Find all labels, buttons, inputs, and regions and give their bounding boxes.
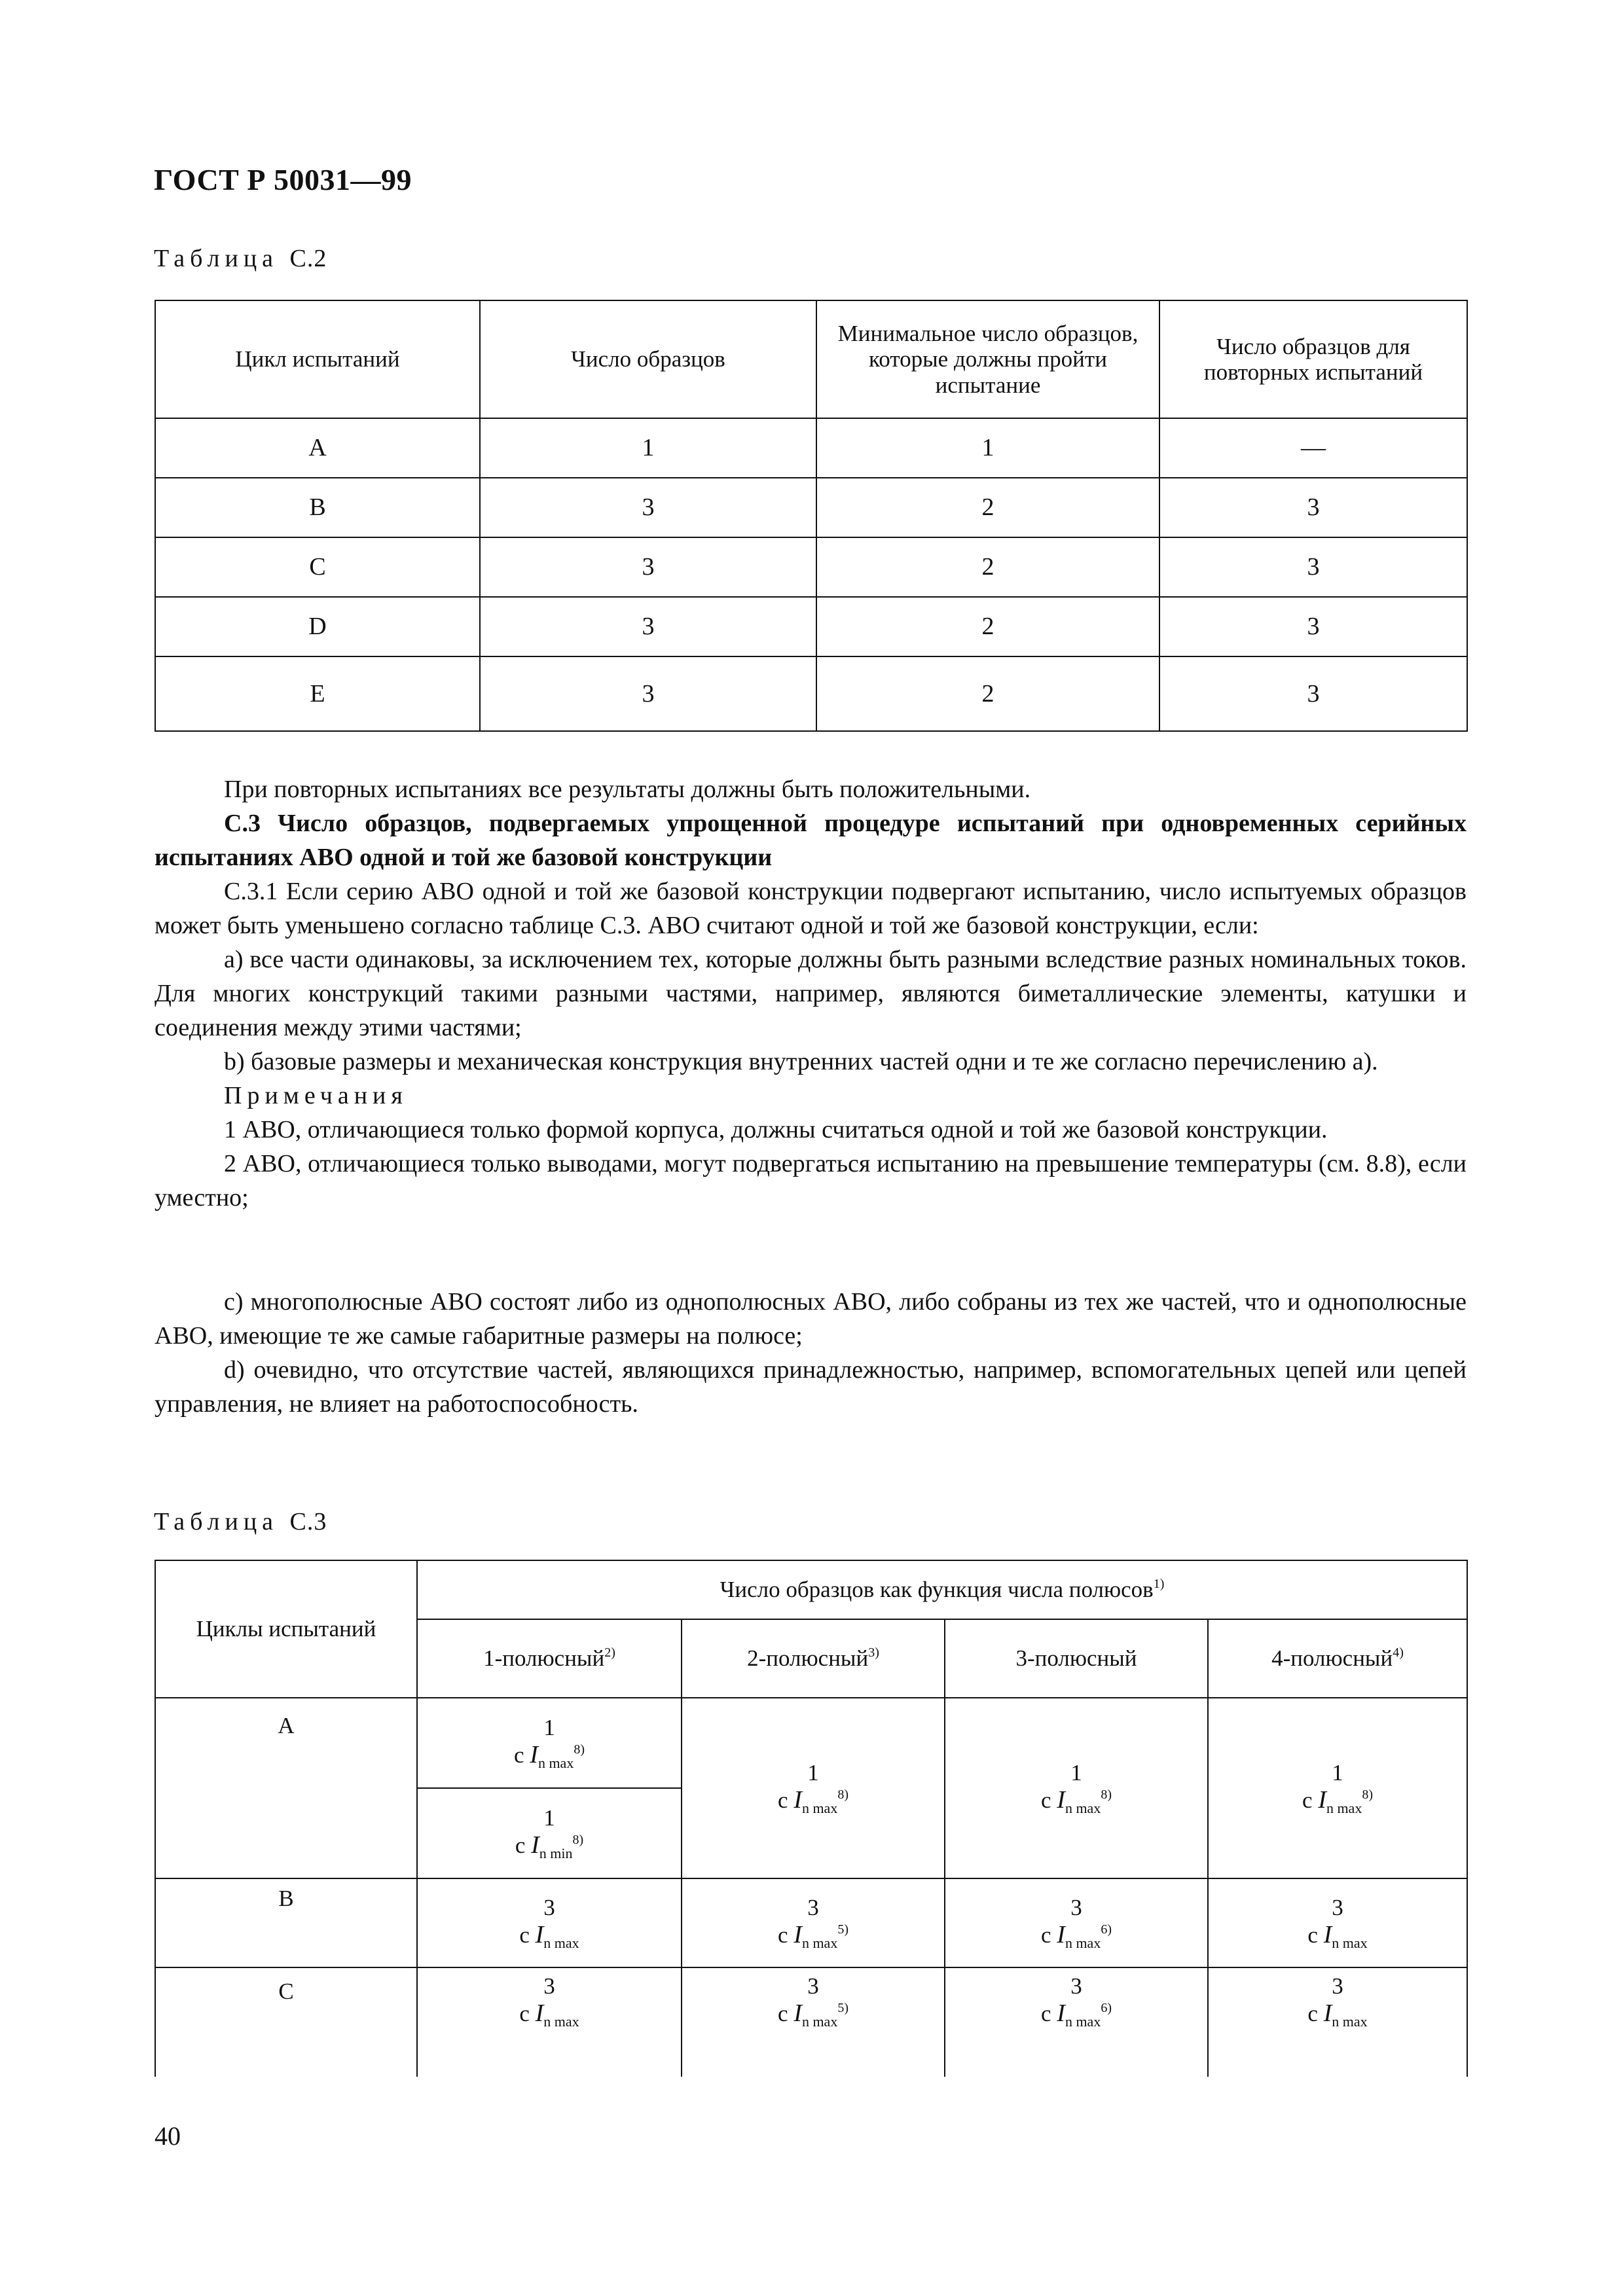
sample-count: 1	[807, 1759, 819, 1785]
current-subscript: n max	[1332, 1934, 1368, 1951]
table-header-row	[155, 300, 1467, 418]
column-header: Циклы испытаний	[155, 1560, 417, 1698]
table-row	[155, 656, 1467, 731]
table-cell: С	[155, 537, 480, 597]
cell-value	[1041, 1973, 1112, 2030]
paragraph: а) все части одинаковы, за исключением тех, которые должны быть разными вследствие разных номинальных токов. Для многих конструкций такими разными частями, например, являются биметаллические элементы, катушки и соединения между этими частями;	[155, 946, 1467, 1041]
table-cell	[417, 1698, 682, 1788]
notes-title: Примечания	[224, 1082, 408, 1109]
table-cell: С	[155, 1967, 417, 2077]
cell-value	[1041, 1895, 1112, 1952]
table-c3-caption	[154, 1507, 327, 1536]
paragraph: b) базовые размеры и механическая конструкция внутренних частей одни и те же согласно перечислению а).	[224, 1048, 1378, 1075]
column-header	[1208, 1619, 1467, 1698]
document-header: ГОСТ Р 50031—99	[154, 163, 412, 196]
table-cell: Е	[155, 656, 480, 731]
footnote-ref: 8)	[574, 1742, 585, 1757]
table-row	[155, 1878, 1467, 1967]
cell-value	[1041, 1760, 1112, 1817]
sample-count: 3	[543, 1894, 555, 1920]
cell-value	[519, 1895, 579, 1952]
table-cell: 1	[816, 418, 1159, 478]
c-label: с	[1040, 1787, 1051, 1813]
table-cell: 2	[816, 656, 1159, 731]
c-label: с	[777, 1922, 788, 1948]
column-header	[682, 1619, 945, 1698]
current-subscript: n max	[1326, 1799, 1362, 1816]
current-symbol: I	[531, 1831, 539, 1859]
current-symbol: I	[1057, 1785, 1065, 1814]
table-cell: D	[155, 597, 480, 656]
table-cell: В	[155, 1878, 417, 1967]
cell-value	[778, 1895, 848, 1952]
column-header	[945, 1619, 1208, 1698]
cell-value	[1307, 1895, 1367, 1952]
table-cell	[417, 1788, 682, 1878]
current-symbol: I	[793, 1785, 802, 1814]
c-label: с	[777, 1787, 788, 1813]
column-header: Число образцов для повторных испытаний	[1159, 300, 1467, 418]
column-header: Цикл испытаний	[155, 300, 480, 418]
current-symbol: I	[535, 1920, 544, 1948]
table-cell	[682, 1878, 945, 1967]
current-symbol: I	[1323, 1920, 1332, 1948]
footnote-ref: 1)	[1153, 1577, 1165, 1592]
table-cell: 3	[480, 656, 816, 731]
sample-count: 1	[1332, 1759, 1343, 1785]
sample-count: 3	[807, 1973, 819, 1999]
c-label: с	[1307, 2001, 1318, 2027]
current-subscript: n max	[543, 2013, 579, 2030]
current-symbol: I	[1057, 2000, 1065, 2028]
footnote-ref: 6)	[1101, 2001, 1112, 2016]
sample-count: 3	[1070, 1894, 1082, 1920]
sample-count: 3	[807, 1894, 819, 1920]
table-c2-caption	[154, 244, 327, 273]
table-caption-number: С.3	[289, 1508, 327, 1535]
paragraph: При повторных испытаниях все результаты должны быть положительными.	[224, 776, 1031, 803]
table-cell: 3	[1159, 597, 1467, 656]
footnote-ref: 2)	[604, 1645, 615, 1660]
table-c2	[155, 300, 1468, 732]
current-subscript: n max	[1065, 1934, 1101, 1951]
body-text-block	[155, 772, 1467, 1215]
current-symbol: I	[1318, 1785, 1326, 1814]
current-symbol: I	[1057, 1920, 1065, 1948]
table-caption-number: С.2	[289, 245, 327, 272]
body-text-block	[155, 1285, 1467, 1421]
footnote-ref: 8)	[572, 1832, 584, 1847]
group-header-text: Число образцов как функция числа полюсов	[720, 1577, 1154, 1603]
table-row	[155, 1698, 1467, 1788]
current-subscript: n min	[539, 1844, 573, 1861]
current-subscript: n max	[801, 1934, 838, 1951]
cell-value	[778, 1973, 848, 2030]
footnote-ref: 8)	[1362, 1787, 1373, 1802]
table-cell	[682, 1967, 945, 2077]
footnote-ref: 5)	[837, 2001, 848, 2016]
footnote-ref: 4)	[1393, 1645, 1404, 1660]
table-cell: —	[1159, 418, 1467, 478]
table-cell: 3	[480, 537, 816, 597]
c-label: с	[519, 1922, 530, 1948]
table-cell: А	[155, 418, 480, 478]
pole-label: 3-полюсный	[1015, 1645, 1137, 1672]
footnote-ref: 6)	[1101, 1922, 1112, 1937]
cell-value	[778, 1760, 848, 1817]
table-cell: 1	[480, 418, 816, 478]
table-caption-word: Таблица	[154, 245, 279, 272]
table-cell: 3	[1159, 537, 1467, 597]
column-header: Число образцов	[480, 300, 816, 418]
footnote-ref: 8)	[837, 1787, 848, 1802]
table-row	[155, 418, 1467, 478]
table-cell: 2	[816, 478, 1159, 537]
table-cell	[1208, 1698, 1467, 1878]
c-label: с	[1040, 2001, 1051, 2027]
current-subscript: n max	[538, 1754, 574, 1771]
table-row	[155, 537, 1467, 597]
column-header: Минимальное число образцов, которые должны пройти испытание	[816, 300, 1159, 418]
c-label: с	[513, 1742, 524, 1768]
paragraph: С.3.1 Если серию АВО одной и той же базовой конструкции подвергают испытанию, число испытуемых образцов может быть уменьшено согласно таблице С.3. АВО считают одной и той же базовой конструкции, если:	[155, 878, 1467, 939]
current-subscript: n max	[1332, 2013, 1368, 2030]
section-heading: С.3 Число образцов, подвергаемых упрощенной процедуре испытаний при одновременных серийных испытаниях АВО одной и той же базовой конструкции	[155, 810, 1467, 871]
table-row	[155, 597, 1467, 656]
current-symbol: I	[793, 2000, 802, 2028]
current-symbol: I	[793, 1920, 802, 1948]
table-cell	[1208, 1967, 1467, 2077]
footnote-ref: 8)	[1101, 1787, 1112, 1802]
table-row	[155, 478, 1467, 537]
table-cell	[945, 1698, 1208, 1878]
sample-count: 1	[1070, 1759, 1082, 1785]
c-label: с	[1307, 1922, 1318, 1948]
note: 2 АВО, отличающиеся только выводами, могут подвергаться испытанию на превышение температуры (см. 8.8), если уместно;	[155, 1150, 1467, 1211]
c-label: с	[519, 2001, 530, 2027]
cell-value	[515, 1805, 583, 1862]
cell-value	[1307, 1973, 1367, 2030]
c-label: с	[1302, 1787, 1313, 1813]
note: 1 АВО, отличающиеся только формой корпуса, должны считаться одной и той же базовой конструкции.	[224, 1116, 1328, 1143]
table-header-row	[155, 1560, 1467, 1619]
cell-value	[1302, 1760, 1373, 1817]
table-cell: А	[155, 1698, 417, 1878]
table-c3	[155, 1560, 1468, 2077]
table-cell: 2	[816, 597, 1159, 656]
table-cell: 3	[480, 478, 816, 537]
group-header	[417, 1560, 1467, 1619]
table-cell	[1208, 1878, 1467, 1967]
table-cell: 3	[1159, 478, 1467, 537]
c-label: с	[515, 1832, 526, 1858]
sample-count: 3	[1332, 1973, 1343, 1999]
table-caption-word: Таблица	[154, 1508, 279, 1535]
c-label: с	[1040, 1922, 1051, 1948]
sample-count: 3	[543, 1973, 555, 1999]
cell-value	[519, 1973, 579, 2030]
pole-label: 2-полюсный	[747, 1645, 869, 1672]
current-subscript: n max	[1065, 2013, 1101, 2030]
current-subscript: n max	[801, 2013, 838, 2030]
table-row	[155, 1967, 1467, 2077]
table-cell	[417, 1967, 682, 2077]
pole-label: 4-полюсный	[1271, 1645, 1393, 1672]
column-header	[417, 1619, 682, 1698]
current-symbol: I	[535, 2000, 544, 2028]
current-symbol: I	[1323, 2000, 1332, 2028]
table-cell	[417, 1878, 682, 1967]
sample-count: 1	[543, 1804, 555, 1831]
page-number: 40	[155, 2121, 181, 2151]
sample-count: 1	[543, 1714, 555, 1740]
table-cell	[682, 1698, 945, 1878]
current-symbol: I	[530, 1740, 538, 1768]
current-subscript: n max	[801, 1799, 838, 1816]
sample-count: 3	[1332, 1894, 1343, 1920]
current-subscript: n max	[1065, 1799, 1101, 1816]
table-cell: В	[155, 478, 480, 537]
table-cell: 2	[816, 537, 1159, 597]
table-cell	[945, 1967, 1208, 2077]
table-cell: 3	[1159, 656, 1467, 731]
cell-value	[514, 1715, 585, 1772]
sample-count: 3	[1070, 1973, 1082, 1999]
paragraph: d) очевидно, что отсутствие частей, являющихся принадлежностью, например, вспомогательных цепей или цепей управления, не влияет на работоспособность.	[155, 1356, 1467, 1418]
paragraph: с) многополюсные АВО состоят либо из однополюсных АВО, либо собраны из тех же частей, что и однополюсные АВО, имеющие те же самые габаритные размеры на полюсе;	[155, 1288, 1467, 1350]
current-subscript: n max	[543, 1934, 579, 1951]
footnote-ref: 3)	[868, 1645, 879, 1660]
c-label: с	[777, 2001, 788, 2027]
footnote-ref: 5)	[837, 1922, 848, 1937]
pole-label: 1-полюсный	[483, 1645, 605, 1672]
table-cell: 3	[480, 597, 816, 656]
table-cell	[945, 1878, 1208, 1967]
